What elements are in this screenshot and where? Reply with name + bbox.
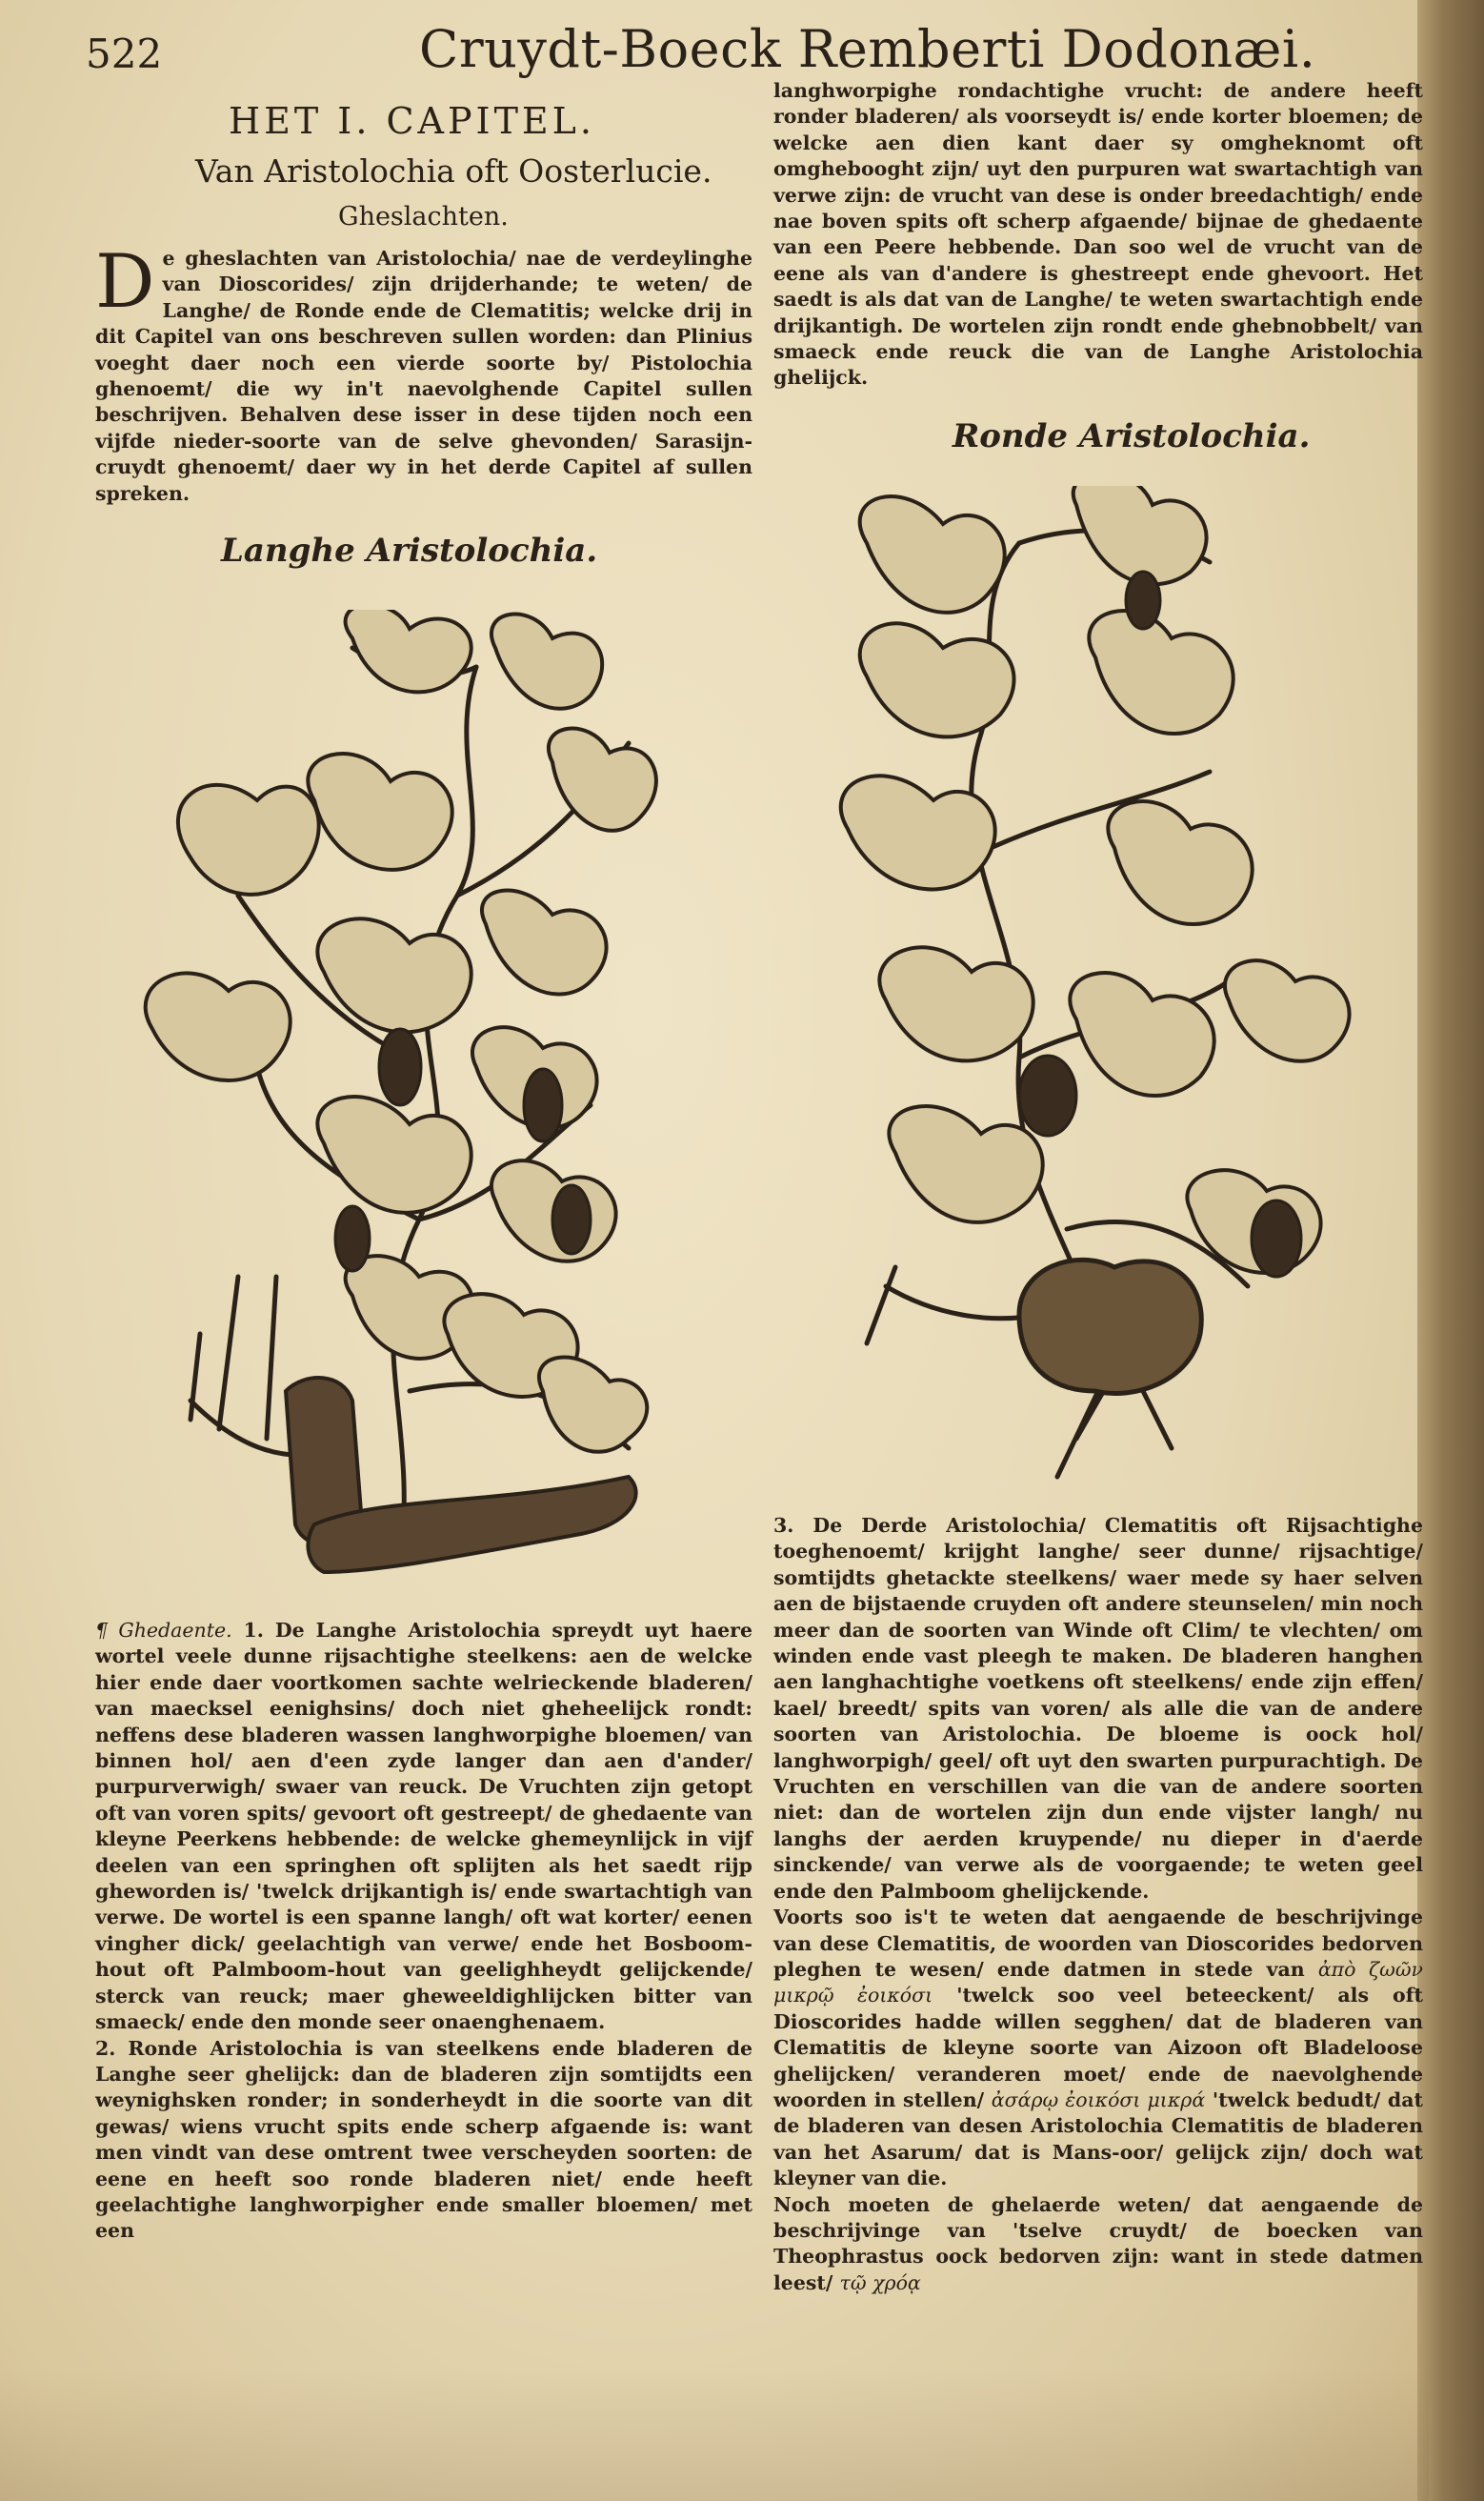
intro-text: e gheslachten van Aristolochia/ nae de verdeylinghe van Dioscorides/ zijn drijderhande; te weten/ de Langhe/ de Ronde ende de Clematitis; welcke drij in dit Capitel van ons beschreven sullen worden: dan Plinius voeght daer noch een vierde soorte by/ Pistolochia ghenoemt/ die wy in't naevolghende Capitel sullen beschrijven. Behalven dese isser in dese tijden noch een vijfde nieder-soorte van de selve ghevonden/ Sarasijn-cruydt ghenoemt/ daer wy in het derde Capitel af sullen spreken. bbox=[95, 247, 752, 505]
paragraph-3: 3. De Derde Aristolochia/ Clematitis oft Rijsachtighe toeghenoemt/ krijght langhe/ seer dunne/ rijsachtige/ somtijdts ghetackte steelkens/ waer mede sy haer selven aen de bijstaende cruyden oft andere steunselen/ min noch meer dan de soorten van Winde oft Clim/ te vlechten/ om winden ende vast pleegh te maken. De bladeren hanghen aen langhachtighe voetkens oft steelkens/ ende zijn effen/ kael/ breedt/ spits van voren/ als alle die van de andere soorten van Aristolochia. De bloeme is oock hol/ langhworpigh/ geel/ oft uyt den swarten purpurachtigh. De Vruchten en verschillen van die van de andere soorten niet: dan de wortelen zijn dun ende vijster langh/ nu langhs der aerden kruypende/ nu dieper in d'aerde sinckende/ van verwe als de voorgaende; te weten geel ende den Palmboom ghelijckende. bbox=[773, 1514, 1423, 1903]
paragraph-5: Noch moeten de ghelaerde weten/ dat aengaende de beschrijvinge van 'tselve cruydt/ de boecken van Theophrastus oock bedorven zijn: want in stede datmen leest/ bbox=[773, 2192, 1423, 2294]
round-aristolochia-woodcut bbox=[829, 486, 1381, 1496]
page-shadow bbox=[0, 2368, 1429, 2501]
running-title: Cruydt-Boeck Remberti Dodonæi. bbox=[419, 19, 1316, 79]
right-bottom-text bbox=[773, 1513, 1423, 2296]
greek-phrase-2: ἀσάρῳ ἐοικόσι μικρά bbox=[991, 2088, 1206, 2111]
section-label: Gheslachten. bbox=[338, 202, 509, 232]
paragraph-4a: Voorts soo is't te weten dat aengaende de beschrijvinge van dese Clematitis, de woorden van Dioscorides bedorven pleghen te wesen/ ende datmen in stede van bbox=[773, 1906, 1423, 1981]
paragraph-2: 2. Ronde Aristolochia is van steelkens ende bladeren de Langhe seer ghelijck: dan de bladeren zijn somtijdts een weynighsken ronder; in sonderheydt in die soorte van dit gewas/ wiens vrucht spits ende scherp afgaende is: want men vindt van dese omtrent twee verscheyden soorten: de eene en heeft soo ronde bladeren niet/ ende heeft geelachtighe langhworpigher ende smaller bloemen/ met een bbox=[95, 2036, 752, 2243]
description-lead: ¶ Ghedaente. bbox=[95, 1619, 232, 1642]
left-bottom-text bbox=[95, 1618, 752, 2245]
chapter-subtitle: Van Aristolochia oft Oosterlucie. bbox=[195, 152, 712, 190]
page-number: 522 bbox=[86, 30, 163, 77]
long-aristolochia-woodcut bbox=[133, 610, 705, 1610]
chapter-heading: HET I. CAPITEL. bbox=[229, 100, 595, 142]
drop-cap: D bbox=[95, 239, 155, 325]
book-gutter bbox=[1417, 0, 1484, 2501]
paragraph-4c: 'twelck bedudt/ dat de bladeren van desen Aristolochia Clematitis de bladeren van het Asarum/ dat is Mans-oor/ gelijck zijn/ doch wat kleyner van die. bbox=[773, 2088, 1424, 2190]
right-top-paragraph: langhworpighe rondachtighe vrucht: de andere heeft ronder bladeren/ als voorseydt is/ ende korter bloemen; de welcke aen dien kant daer sy omgheknomt oft omghebooght zijn/ uyt den purpuren wat swartachtigh van verwe zijn: de vrucht van dese is onder breedachtigh/ ende nae boven spits oft scherp afgaende/ bijnae de ghedaente van een Peere hebbende. Dan soo wel de vrucht van de eene als van d'andere is ghestreept ende ghevoort. Het saedt is als dat van de Langhe/ te weten swartachtigh ende drijkantigh. De wortelen zijn rondt ende ghebnobbelt/ van smaeck ende reuck die van de Langhe Aristolochia ghelijck. bbox=[773, 79, 1423, 390]
left-figure-caption: Langhe Aristolochia. bbox=[221, 532, 598, 570]
greek-phrase-3: τῷ χρόᾳ bbox=[839, 2270, 921, 2294]
intro-paragraph bbox=[95, 239, 752, 507]
greek-phrase-1: ἀπὸ ζωῶν μικρῷ ἐοικόσι bbox=[773, 1957, 1423, 2007]
right-figure-caption: Ronde Aristolochia. bbox=[953, 417, 1311, 455]
paragraph-1: 1. De Langhe Aristolochia spreydt uyt haere wortel veele dunne rijsachtighe steelkens: aen de welcke hier ende daer voortkomen sachte welrieckende bladeren/ van maecksel eenighsins/ doch niet gheheelijck rondt: neffens dese bladeren wassen langhworpighe bloemen/ van binnen hol/ aen d'een zyde langer dan aen d'ander/ purpurverwigh/ swaer van reuck. De Vruchten zijn getopt oft van voren spits/ gevoort oft gestreept/ de ghedaente van kleyne Peerkens hebbende: de welcke ghemeynlijck in vijf deelen van een springhen oft splijten als het saedt rijp gheworden is/ 'twelck drijkantigh is/ ende swartachtigh van verwe. De wortel is een spanne langh/ oft wat korter/ eenen vingher dick/ geelachtigh van verwe/ ende het Bosboom-hout oft Palmboom-hout van geelighheydt gelijckende/ sterck van reuck; maer gheweeldighlijcken bitter van smaeck/ ende den monde seer onaenghenaem. bbox=[95, 1619, 752, 2034]
paragraph-4b: 'twelck soo veel beteeckent/ als oft Dioscorides hadde willen segghen/ dat de bladeren van Clematitis de kleyne soorte van Aizoon oft Bladeloose ghelijcken/ veranderen moet/ ende de naevolghende woorden in stellen/ bbox=[773, 1984, 1423, 2111]
